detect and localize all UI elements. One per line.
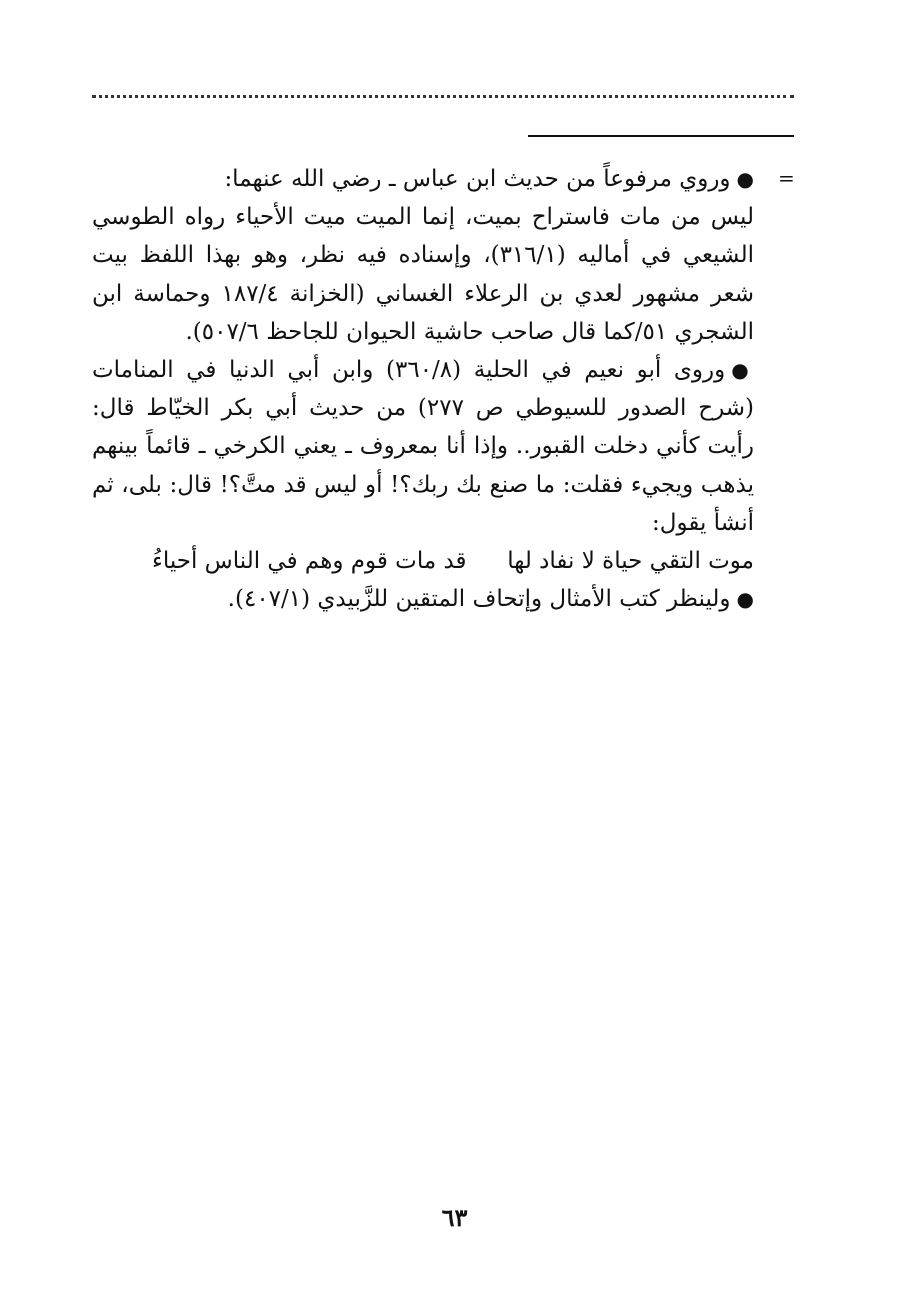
footnote-separator-rule bbox=[528, 135, 794, 137]
footnote-2-text: وروى أبو نعيم في الحلية (٣٦٠/٨) وابن أبي الدنيا في المنامات (شرح الصدور للسيوطي ص ٢٧٧) من حديث أبي بكر الخيّاط قال: رأيت كأني دخلت القبور.. وإذا أنا بمعروف ـ يعني الكرخي ـ قائماً بينهم يذهب ويجيء فقلت: ما صنع بك ربك؟! أو ليس قد متَّ؟! قال: بلى، ثم أنشأ يقول: bbox=[92, 357, 755, 536]
page-number: ٦٣ bbox=[441, 1203, 468, 1232]
footnotes-block bbox=[92, 160, 754, 618]
footnote-paragraph-3 bbox=[92, 580, 754, 618]
bullet-icon: ● bbox=[736, 587, 754, 612]
footnote-3-text: ولينظر كتب الأمثال وإتحاف المتقين للزَّبيدي (٤٠٧/١). bbox=[227, 586, 731, 613]
continuation-mark: = bbox=[778, 166, 795, 190]
header-dotted-rule bbox=[92, 95, 794, 98]
bullet-icon: ● bbox=[736, 167, 754, 191]
verse-first-hemistich: موت التقي حياة لا نفاد لها bbox=[507, 548, 754, 575]
footnote-paragraph-2 bbox=[92, 351, 754, 542]
footnote-1-opening: وروي مرفوعاً من حديث ابن عباس ـ رضي الله عنهما: bbox=[224, 166, 731, 192]
bullet-icon: ● bbox=[731, 358, 754, 383]
footnote-1-body: ليس من مات فاستراح بميت، إنما الميت ميت الأحياء رواه الطوسي الشيعي في أماليه (٣١٦/١)، وإسناده فيه نظر، وهو بهذا اللفظ بيت شعر مشهور لعدي بن الرعلاء الغساني (الخزانة ١٨٧/٤ وحماسة ابن الشجري ٥١/كما قال صاحب حاشية الحيوان للجاحظ ٥٠٧/٦). bbox=[92, 204, 754, 345]
verse-second-hemistich: قد مات قوم وهم في الناس أحياءُ bbox=[152, 548, 467, 575]
footnote-paragraph-1 bbox=[92, 160, 754, 351]
poetry-verse bbox=[92, 542, 754, 580]
